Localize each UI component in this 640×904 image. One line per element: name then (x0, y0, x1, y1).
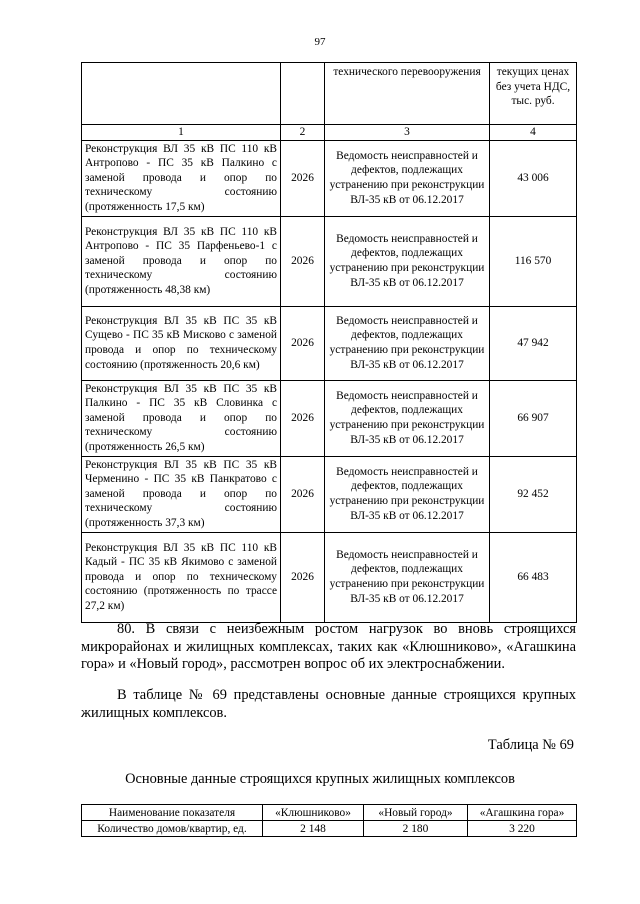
table-row (82, 140, 577, 216)
cost-cell: 66 483 (490, 532, 577, 622)
complexes-header-row (82, 805, 577, 821)
column-index: 3 (325, 125, 490, 141)
paragraph-table-intro: В таблице № 69 представлены основные данные строящихся крупных жилищных комплексов. (81, 687, 576, 721)
paragraph-80-text: 80. В связи с неизбежным ростом нагрузок во вновь строящихся микрорайонах и жилищных комплексах, таких как «Клюшниково», «Агашкина гора» и «Новый город», рассмотрен вопрос об их электроснабжении. (81, 621, 576, 673)
table-label: Таблица № 69 (487, 737, 574, 753)
table-header-row (82, 63, 577, 125)
source-cell: Ведомость неисправностей и дефектов, подлежащих устранению при реконструкции ВЛ-35 кВ от 06.12.2017 (325, 306, 490, 380)
paragraph-80 (81, 621, 576, 674)
header-cell: технического перевооружения (325, 63, 490, 125)
header-cell: текущих ценах без учета НДС, тыс. руб. (490, 63, 577, 125)
header-cell (82, 63, 281, 125)
work-name-cell: Реконструкция ВЛ 35 кВ ПС 110 кВ Антропово - ПС 35 Парфеньево-1 с заменой провода и опор по техническому состоянию (протяженность 48,38 км) (82, 216, 281, 306)
complexes-data-cell: 2 180 (364, 821, 468, 837)
column-index: 1 (82, 125, 281, 141)
complexes-header-cell: «Клюшниково» (263, 805, 364, 821)
complexes-data-cell: 3 220 (468, 821, 577, 837)
complexes-table (81, 804, 577, 837)
work-name-cell: Реконструкция ВЛ 35 кВ ПС 35 кВ Палкино - ПС 35 кВ Словинка с заменой провода и опор по техническому состоянию (протяженность 26,5 км) (82, 380, 281, 456)
source-cell: Ведомость неисправностей и дефектов, подлежащих устранению при реконструкции ВЛ-35 кВ от 06.12.2017 (325, 532, 490, 622)
year-cell: 2026 (281, 456, 325, 532)
cost-cell: 66 907 (490, 380, 577, 456)
complexes-header-cell: Наименование показателя (82, 805, 263, 821)
table-row (82, 456, 577, 532)
work-name-cell: Реконструкция ВЛ 35 кВ ПС 110 кВ Кадый - ПС 35 кВ Якимово с заменой провода и опор по техническому состоянию (протяженность по трассе 27,2 км) (82, 532, 281, 622)
source-cell: Ведомость неисправностей и дефектов, подлежащих устранению при реконструкции ВЛ-35 кВ от 06.12.2017 (325, 380, 490, 456)
cost-cell: 43 006 (490, 140, 577, 216)
complexes-data-cell: 2 148 (263, 821, 364, 837)
cost-cell: 92 452 (490, 456, 577, 532)
source-cell: Ведомость неисправностей и дефектов, подлежащих устранению при реконструкции ВЛ-35 кВ от 06.12.2017 (325, 140, 490, 216)
column-index: 2 (281, 125, 325, 141)
cost-cell: 116 570 (490, 216, 577, 306)
work-name-cell: Реконструкция ВЛ 35 кВ ПС 110 кВ Антропово - ПС 35 кВ Палкино с заменой провода и опор по техническому состоянию (протяженность 17,5 км) (82, 140, 281, 216)
year-cell: 2026 (281, 532, 325, 622)
table-title: Основные данные строящихся крупных жилищных комплексов (125, 771, 515, 787)
work-name-cell: Реконструкция ВЛ 35 кВ ПС 35 кВ Сущево - ПС 35 кВ Мисково с заменой провода и опор по техническому состоянию (протяженность 20,6 км) (82, 306, 281, 380)
complexes-data-row (82, 821, 577, 837)
work-name-cell: Реконструкция ВЛ 35 кВ ПС 35 кВ Черменино - ПС 35 кВ Панкратово с заменой провода и опор по техническому состоянию (протяженность 37,3 км) (82, 456, 281, 532)
column-index-row (82, 125, 577, 141)
complexes-header-cell: «Агашкина гора» (468, 805, 577, 821)
table-row (82, 380, 577, 456)
complexes-data-cell: Количество домов/квартир, ед. (82, 821, 263, 837)
column-index: 4 (490, 125, 577, 141)
table-row (82, 532, 577, 622)
header-cell (281, 63, 325, 125)
year-cell: 2026 (281, 140, 325, 216)
source-cell: Ведомость неисправностей и дефектов, подлежащих устранению при реконструкции ВЛ-35 кВ от 06.12.2017 (325, 456, 490, 532)
investment-table (81, 62, 577, 623)
cost-cell: 47 942 (490, 306, 577, 380)
page-number: 97 (314, 36, 326, 48)
year-cell: 2026 (281, 306, 325, 380)
complexes-header-cell: «Новый город» (364, 805, 468, 821)
table-row (82, 216, 577, 306)
table-row (82, 306, 577, 380)
year-cell: 2026 (281, 380, 325, 456)
source-cell: Ведомость неисправностей и дефектов, подлежащих устранению при реконструкции ВЛ-35 кВ от 06.12.2017 (325, 216, 490, 306)
investment-table-body (82, 63, 577, 623)
year-cell: 2026 (281, 216, 325, 306)
